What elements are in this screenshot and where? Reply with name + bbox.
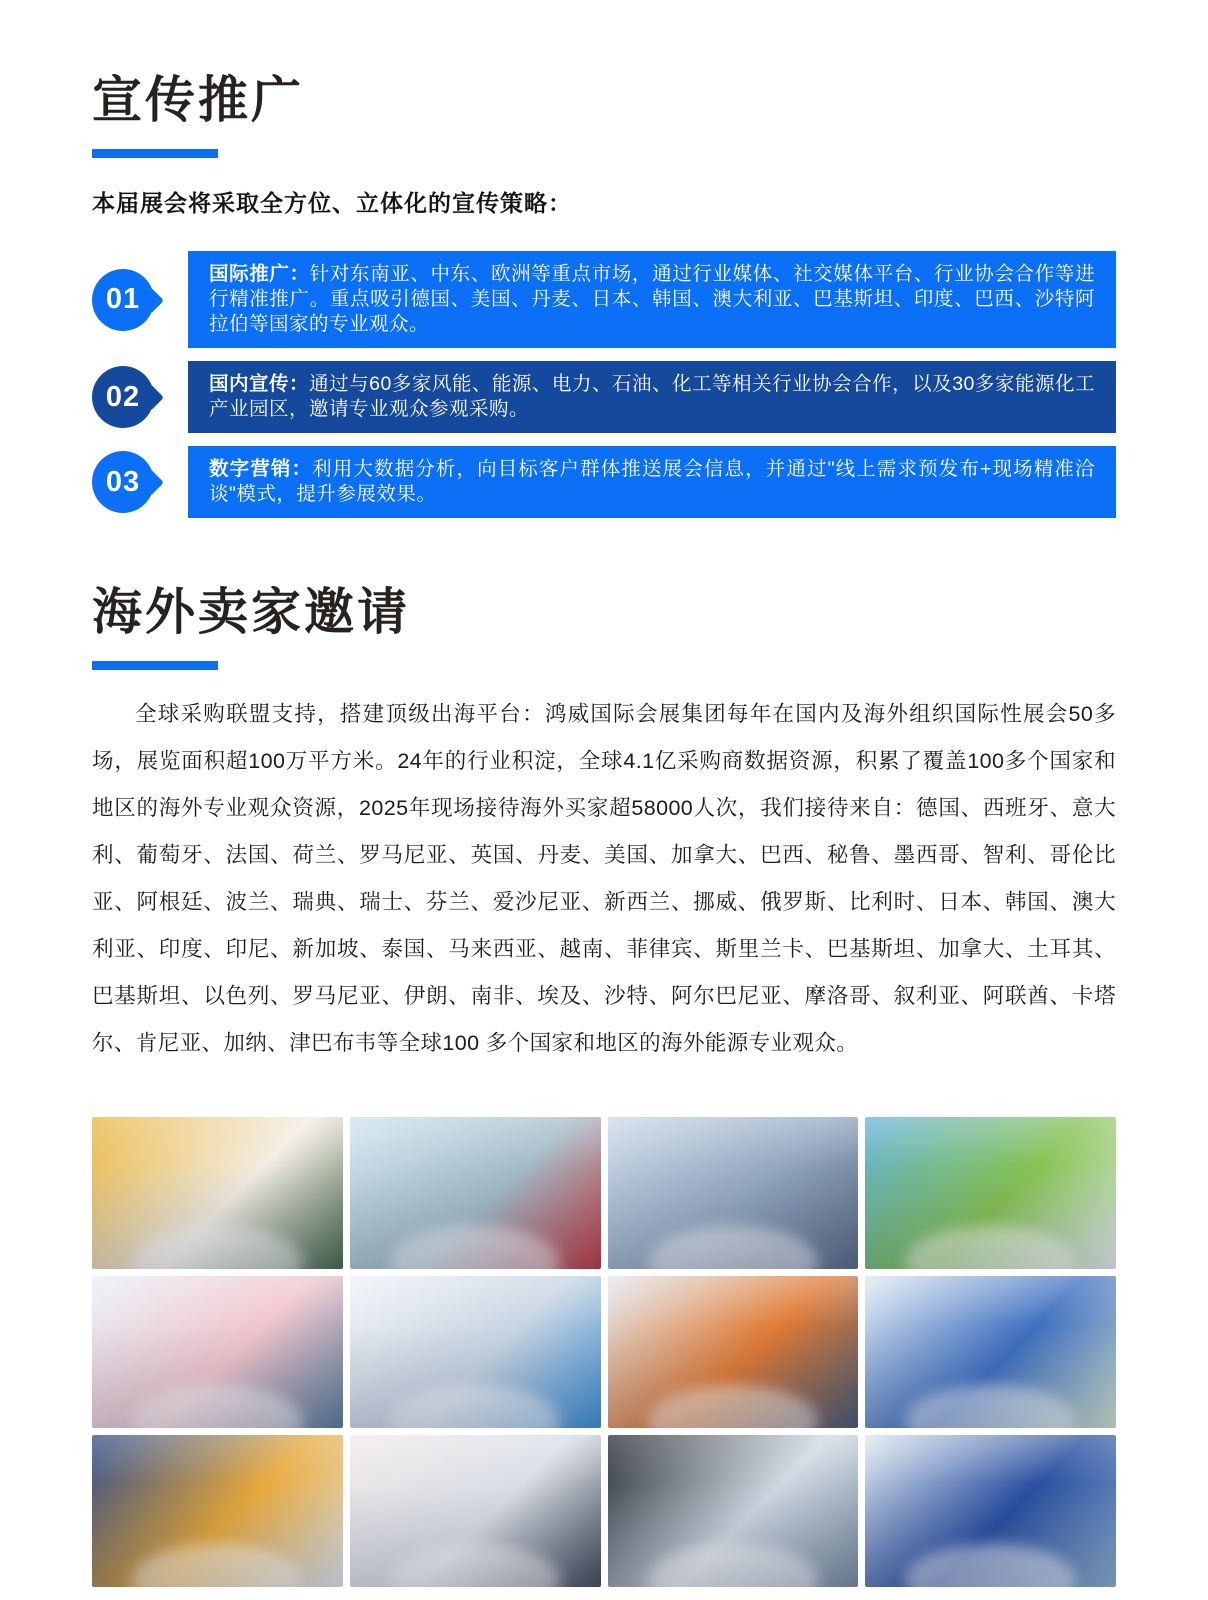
- promo-item-text: [209, 372, 1095, 422]
- promo-section: [92, 0, 1116, 518]
- gallery-photo: [92, 1117, 343, 1269]
- gallery-photo: [865, 1276, 1116, 1428]
- promo-item-text: [209, 457, 1095, 507]
- invite-section-title: 海外卖家邀请: [92, 584, 410, 640]
- gallery-photo: [92, 1435, 343, 1587]
- step-badge-wrap: [92, 366, 188, 428]
- promo-item-body: 针对东南亚、中东、欧洲等重点市场，通过行业媒体、社交媒体平台、行业协会合作等进行精准推广。重点吸引德国、美国、丹麦、日本、韩国、澳大利亚、巴基斯坦、印度、巴西、沙特阿拉伯等国家的专业观众。: [209, 263, 1095, 335]
- promo-item-box: [188, 446, 1116, 518]
- step-number: 02: [105, 380, 141, 413]
- promo-item-body: 通过与60多家风能、能源、电力、石油、化工等相关行业协会合作，以及30多家能源化工产业园区，邀请专业观众参观采购。: [209, 373, 1095, 420]
- step-number-badge: [92, 366, 154, 428]
- step-number: 03: [105, 465, 141, 498]
- promo-item-text: [209, 262, 1095, 337]
- gallery-photo: [865, 1435, 1116, 1587]
- gallery-photo: [350, 1117, 601, 1269]
- step-badge-wrap: [92, 451, 188, 513]
- promo-item-2: [92, 361, 1116, 433]
- promo-item-1: [92, 251, 1116, 348]
- title-underline-bar: [92, 661, 218, 670]
- promo-intro-text: 本届展会将采取全方位、立体化的宣传策略：: [92, 190, 572, 216]
- step-number: 01: [105, 283, 141, 315]
- promo-item-box: [188, 251, 1116, 348]
- promo-section-title: 宣传推广: [92, 72, 304, 128]
- step-number-badge: [92, 451, 154, 513]
- step-badge-wrap: [92, 269, 188, 331]
- title-underline-bar: [92, 149, 218, 158]
- promo-item-3: [92, 446, 1116, 518]
- step-number-badge: [92, 269, 154, 331]
- gallery-photo: [608, 1435, 859, 1587]
- gallery-photo: [92, 1276, 343, 1428]
- gallery-photo: [608, 1117, 859, 1269]
- invite-section: [92, 531, 1116, 1067]
- invite-paragraph: 全球采购联盟支持，搭建顶级出海平台：鸿威国际会展集团每年在国内及海外组织国际性展会50多场，展览面积超100万平方米。24年的行业积淀，全球4.1亿采购商数据资源，积累了覆盖100多个国家和地区的海外专业观众资源，2025年现场接待海外买家超58000人次，我们接待来自：德国、西班牙、意大利、葡萄牙、法国、荷兰、罗马尼亚、英国、丹麦、美国、加拿大、巴西、秘鲁、墨西哥、智利、哥伦比亚、阿根廷、波兰、瑞典、瑞士、芬兰、爱沙尼亚、新西兰、挪威、俄罗斯、比利时、日本、韩国、澳大利亚、印度、印尼、新加坡、泰国、马来西亚、越南、菲律宾、斯里兰卡、巴基斯坦、加拿大、土耳其、巴基斯坦、以色列、罗马尼亚、伊朗、南非、埃及、沙特、阿尔巴尼亚、摩洛哥、叙利亚、阿联酋、卡塔尔、肯尼亚、加纳、津巴布韦等全球100 多个国家和地区的海外能源专业观众。: [92, 702, 1116, 1055]
- promo-item-label: 数字营销：: [209, 458, 313, 480]
- promo-item-label: 国内宣传：: [209, 373, 310, 395]
- promo-item-label: 国际推广：: [209, 263, 310, 285]
- promo-item-box: [188, 361, 1116, 433]
- promo-item-body: 利用大数据分析，向目标客户群体推送展会信息，并通过"线上需求预发布+现场精准洽谈"模式，提升参展效果。: [209, 458, 1095, 505]
- gallery-photo: [350, 1435, 601, 1587]
- promo-item-list: [92, 251, 1116, 518]
- gallery-photo: [608, 1276, 859, 1428]
- photo-gallery: [0, 1117, 1208, 1587]
- gallery-photo: [350, 1276, 601, 1428]
- gallery-photo: [865, 1117, 1116, 1269]
